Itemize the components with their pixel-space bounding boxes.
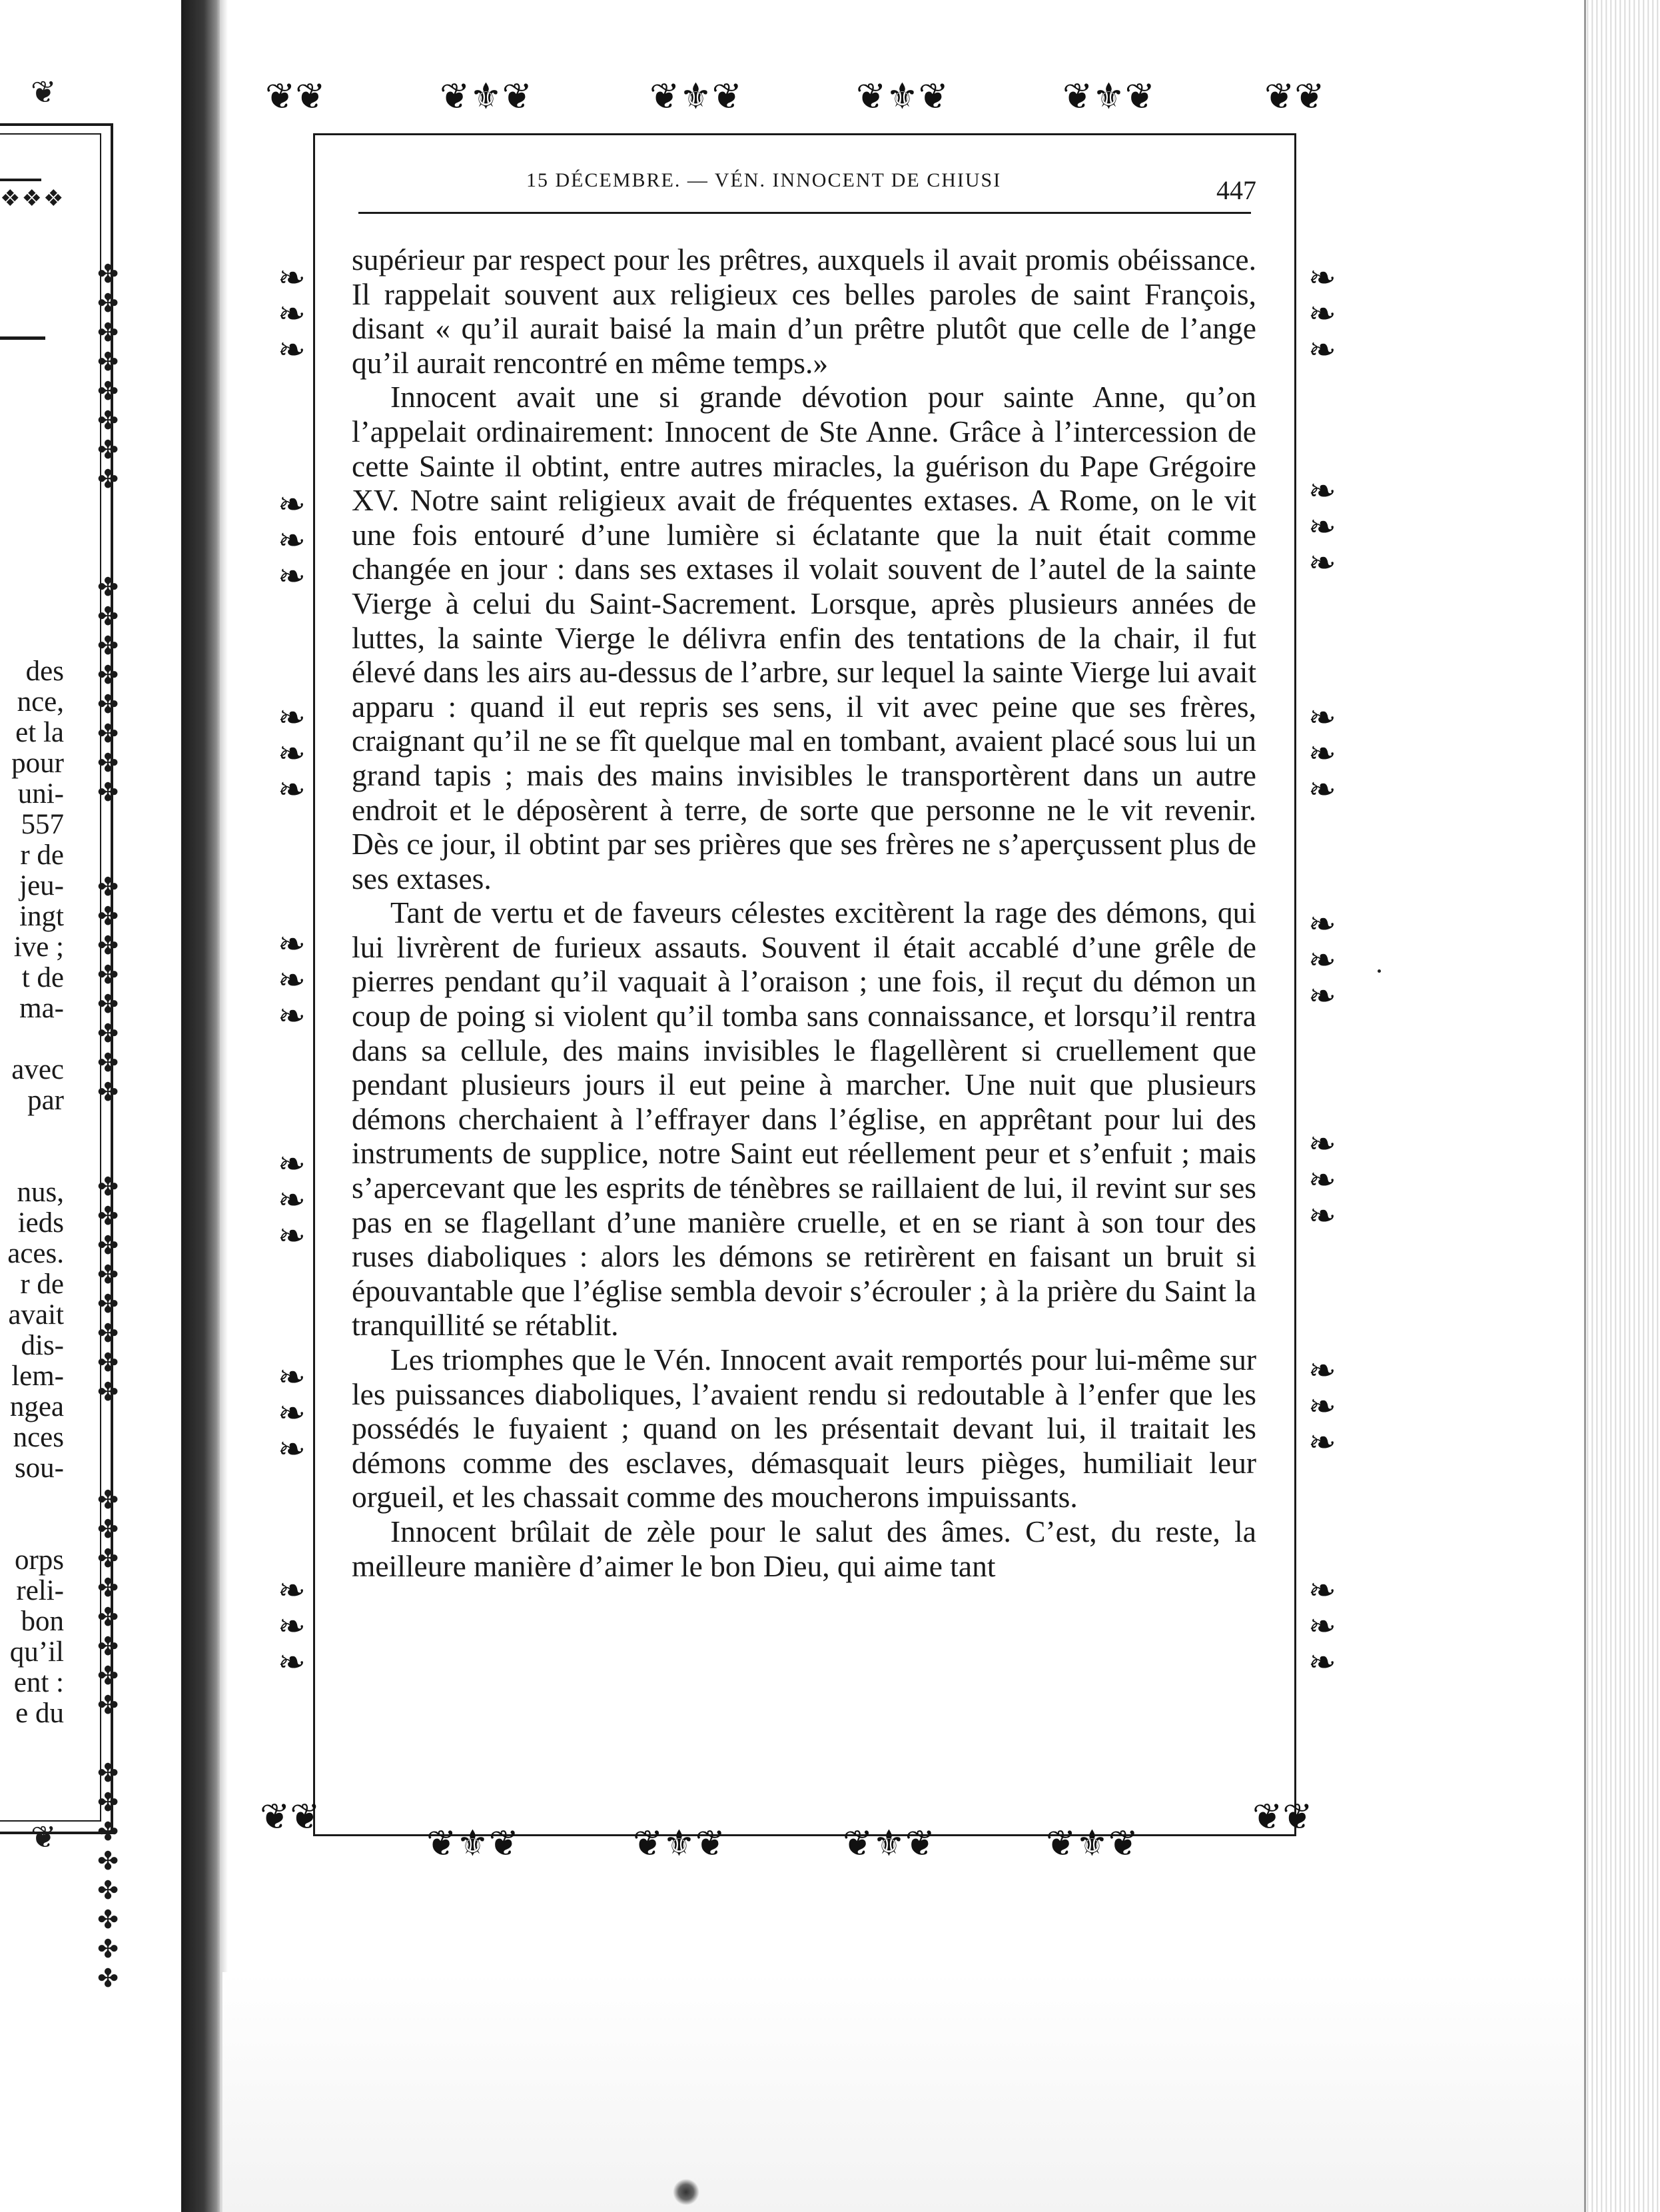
facing-page-top-corner-ornament: ❦	[31, 75, 57, 109]
header-rule	[358, 212, 1251, 214]
right-side-ornament-icon: ❧ ❧ ❧	[1308, 1572, 1336, 1681]
top-leaf-ornament-icon: ❦⚜❦	[440, 77, 532, 117]
facing-page-line-fragment: nus,	[17, 1177, 64, 1208]
right-side-ornament-icon: ❧ ❧ ❧	[1308, 699, 1336, 808]
scan-smudge	[673, 2179, 699, 2205]
facing-page-line-fragment: qu’il	[9, 1636, 64, 1668]
facing-page-line-fragment: bon	[21, 1606, 64, 1637]
facing-page-line-fragment: nce,	[17, 686, 64, 718]
right-side-ornament-icon: ❧ ❧ ❧	[1308, 259, 1336, 368]
facing-page-line-fragment: jeu-	[19, 870, 64, 901]
facing-page-line-fragment: orps	[14, 1544, 64, 1576]
vine-ornament-icon: ✤ ✤ ✤ ✤ ✤ ✤ ✤ ✤	[97, 1173, 119, 1406]
bottom-leaf-ornament-icon: ❦⚜❦	[1046, 1824, 1138, 1864]
top-leaf-ornament-icon: ❦⚜❦	[649, 77, 742, 117]
facing-page-line-fragment: ieds	[17, 1207, 64, 1239]
left-side-ornament-icon: ❧ ❧ ❧	[278, 1359, 306, 1468]
facing-page-line-fragment: r de	[20, 839, 64, 871]
vine-ornament-icon: ✤ ✤ ✤ ✤ ✤ ✤ ✤ ✤	[97, 1486, 119, 1720]
left-side-ornament-icon: ❧ ❧ ❧	[278, 1572, 306, 1681]
vine-ornament-icon: ✤ ✤ ✤ ✤ ✤ ✤ ✤ ✤	[97, 261, 119, 494]
facing-page-line-fragment: ingt	[19, 901, 64, 932]
bottom-leaf-ornament-icon: ❦⚜❦	[633, 1824, 725, 1864]
left-side-ornament-icon: ❧ ❧ ❧	[278, 1145, 306, 1255]
corner-ornament-icon: ❦❦	[265, 77, 326, 117]
corner-ornament-icon: ❦❦	[260, 1797, 320, 1837]
left-side-ornament-icon: ❧ ❧ ❧	[278, 699, 306, 808]
facing-page-line-fragment: ive ;	[13, 931, 64, 963]
left-side-ornament-icon: ❧ ❧ ❧	[278, 925, 306, 1035]
facing-page-line-fragment: et la	[15, 717, 64, 748]
facing-page-bottom-corner-ornament: ❦	[31, 1820, 57, 1854]
top-leaf-ornament-icon: ❦⚜❦	[856, 77, 949, 117]
vine-ornament-icon: ✤ ✤ ✤ ✤ ✤ ✤ ✤ ✤	[97, 574, 119, 807]
bottom-leaf-ornament-icon: ❦⚜❦	[843, 1824, 935, 1864]
paragraph-5: Innocent brûlait de zèle pour le salut des âmes. C’est, du reste, la meilleure manière d’aimer le bon Dieu, qui aime tant	[352, 1514, 1256, 1583]
facing-page-dot-ornament: ❖❖❖	[0, 187, 65, 211]
facing-page-line-fragment: uni-	[17, 778, 64, 810]
facing-page-line-fragment: avait	[8, 1299, 64, 1331]
right-side-ornament-icon: ❧ ❧ ❧	[1308, 1352, 1336, 1461]
facing-page-line-fragment: aces.	[7, 1238, 64, 1269]
book-gutter-shadow	[181, 0, 222, 2212]
paragraph-1: supérieur par respect pour les prêtres, auxquels il avait promis obéissance. Il rappelait souvent aux religieux ces belles paroles de saint François, disant « qu’il aurait baisé la main d’un prêtre plutôt que celle de l’ange qu’il aurait rencontré en même temps.»	[352, 243, 1256, 380]
facing-page-line-fragment: sou-	[14, 1452, 64, 1484]
facing-page-line-fragment: nces	[13, 1422, 64, 1453]
page-number: 447	[1216, 175, 1256, 205]
right-side-ornament-icon: ❧ ❧ ❧	[1308, 905, 1336, 1015]
facing-page-line-fragment: pour	[11, 748, 64, 779]
page-edges-stack	[1584, 0, 1660, 2212]
facing-page-line-fragment: ngea	[9, 1391, 64, 1422]
lower-margin	[222, 1972, 1584, 2212]
left-side-ornament-icon: ❧ ❧ ❧	[278, 259, 306, 368]
corner-ornament-icon: ❦❦	[1252, 1797, 1313, 1837]
paragraph-3: Tant de vertu et de faveurs célestes excitèrent la rage des démons, qui lui livrèrent de furieux assauts. Souvent il était accablé d’une grêle de pierres pendant qu’il vaquait à l’oraison ; une fois, il reçut du démon un coup de poing si violent qu’il tomba sans connaissance, et lorsqu’il rentra dans sa cellule, des mains invisibles le flagellèrent si cruellement que pendant plusieurs jours il eut peine à marcher. Une nuit que plusieurs démons cherchaient à l’effrayer dans l’église, en apprêtant pour lui des instruments de supplice, notre Saint eut réellement peur et s’enfuit ; mais s’apercevant que les esprits de ténèbres se raillaient de lui, il revint sur ses pas en se flagellant d’une manière cruelle, et en se riant à son tour des ruses diaboliques : alors les démons se retirèrent en faisant un bruit si épouvantable que l’église sembla devoir s’écrouler ; à la prière du Saint la tranquillité se rétablit.	[352, 895, 1256, 1343]
facing-page-line-fragment: 557	[21, 809, 64, 840]
paragraph-2: Innocent avait une si grande dévotion pour sainte Anne, qu’on l’appelait ordinairement: Innocent de Ste Anne. Grâce à l’intercession de cette Sainte il obtint, entre autres miracles, la guérison du Pape Grégoire XV. Notre saint religieux avait de fréquentes extases. A Rome, on le vit une fois entouré d’une lumière si éclatante que la nuit était comme changée en jour : dans ses extases il volait souvent de l’autel de la sainte Vierge à celui du Saint-Sacrement. Lorsque, après plusieurs années de luttes, la sainte Vierge le délivra enfin des tentations de la chair, il fut élevé dans les airs au-dessus de l’arbre, sur lequel la sainte Vierge lui avait apparu : quand il eut repris ses sens, il vit avec peine que ses frères, craignant qu’il ne se fît quelque mal en tombant, avaient placé sous lui un grand tapis ; mais des mains invisibles le transportèrent dans un autre endroit et le déposèrent à terre, de sorte que personne ne le vit revenir. Dès ce jour, il obtint par ses prières que ses frères ne s’aperçussent plus de ses extases.	[352, 380, 1256, 895]
facing-page-line-fragment: lem-	[11, 1361, 64, 1392]
facing-page-line-fragment: ma-	[19, 993, 64, 1024]
right-side-ornament-icon: ❧ ❧ ❧	[1308, 1125, 1336, 1235]
facing-page-line-fragment: par	[27, 1085, 64, 1116]
vine-ornament-icon: ✤ ✤ ✤ ✤ ✤ ✤ ✤ ✤	[97, 873, 119, 1107]
corner-ornament-icon: ❦❦	[1264, 77, 1325, 117]
facing-page-line-fragment: t de	[21, 962, 64, 993]
facing-page-line-fragment: reli-	[16, 1575, 64, 1606]
facing-page-line-fragment: e du	[15, 1698, 64, 1729]
left-side-ornament-icon: ❧ ❧ ❧	[278, 486, 306, 595]
facing-page-heavy-rule	[0, 336, 45, 340]
facing-page-line-fragment: dis-	[21, 1330, 64, 1361]
right-side-ornament-icon: ❧ ❧ ❧	[1308, 472, 1336, 582]
vine-ornament-icon: ✤ ✤ ✤ ✤ ✤ ✤ ✤ ✤	[97, 1760, 119, 1993]
body-text	[352, 243, 1256, 1583]
facing-page-line-fragment: avec	[11, 1054, 64, 1085]
stray-ink-dot	[1378, 969, 1381, 973]
paragraph-4: Les triomphes que le Vén. Innocent avait remportés pour lui-même sur les puissances diaboliques, l’avaient rendu si redoutable à l’enfer que les possédés le fuyaient ; quand on les présentait devant lui, il traitait les démons comme des esclaves, démasquait leurs pièges, humiliait leur orgueil, et les chassait comme des moucherons impuissants.	[352, 1343, 1256, 1514]
running-header-title: 15 DÉCEMBRE. — VÉN. INNOCENT DE CHIUSI	[526, 169, 1002, 191]
gutter-highlight	[220, 0, 228, 2212]
top-leaf-ornament-icon: ❦⚜❦	[1062, 77, 1155, 117]
bottom-leaf-ornament-icon: ❦⚜❦	[426, 1824, 519, 1864]
facing-page-line-fragment: ent :	[13, 1667, 64, 1698]
facing-page-rule	[0, 179, 41, 181]
facing-page-line-fragment: r de	[20, 1269, 64, 1300]
facing-page-line-fragment: des	[25, 656, 64, 687]
